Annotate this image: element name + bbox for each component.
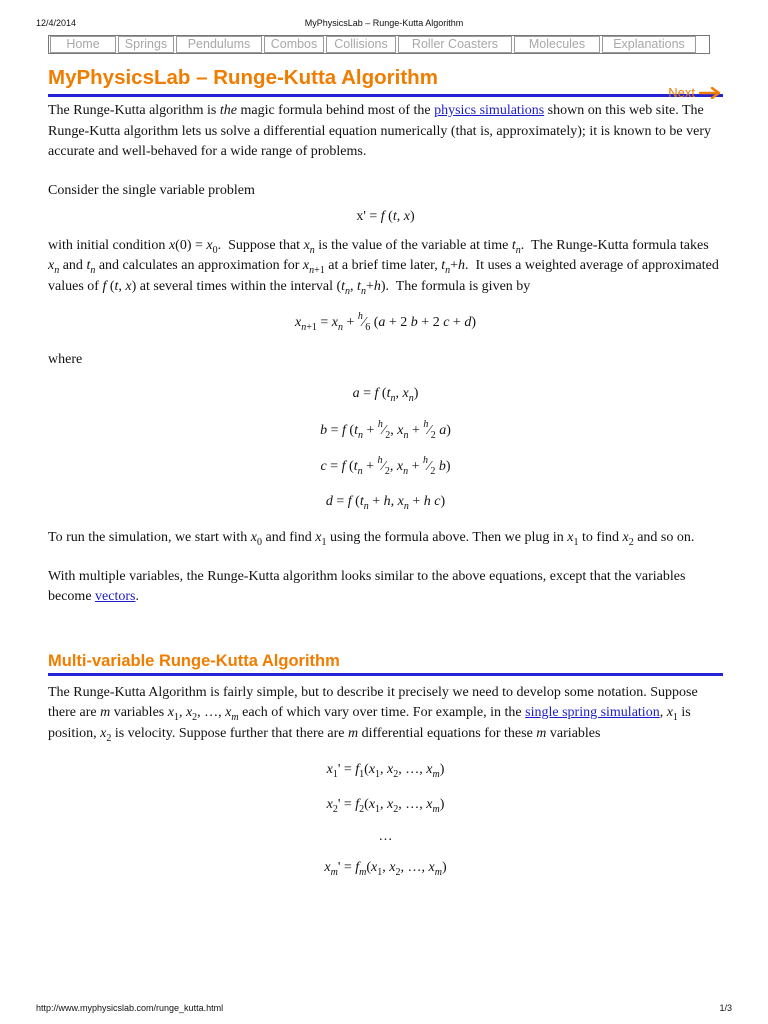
nav-molecules[interactable]: Molecules bbox=[514, 36, 600, 53]
nav-roller-coasters[interactable]: Roller Coasters bbox=[398, 36, 512, 53]
next-link[interactable] bbox=[668, 83, 721, 104]
equation-x2: $x_2' = f_2(x_1$, $x_2$, …, $x_m$) bbox=[326, 796, 445, 815]
equation-ode: x' = f (t, x) bbox=[356, 209, 415, 224]
equation-ellipsis: … bbox=[378, 829, 393, 844]
print-title: MyPhysicsLab – Runge-Kutta Algorithm bbox=[304, 18, 464, 28]
print-page-number: 1/3 bbox=[719, 1003, 732, 1013]
intro-paragraph: The Runge-Kutta algorithm is the magic formula behind most of the physics simulations shown on this web site. The Runge-Kutta algorithm lets us solve a differential equation numerically (that is, approximately); it is known to be very accurate and well-behaved for a wide range of problems. bbox=[48, 103, 712, 159]
where-label: where bbox=[48, 351, 83, 367]
multi-variable-paragraph: With multiple variables, the Runge-Kutta algorithm looks similar to the above equations, except that the variables become vectors. bbox=[48, 568, 686, 604]
equation-a: a = f ($t_n$, $x_n$) bbox=[352, 386, 419, 404]
print-url: http://www.myphysicslab.com/runge_kutta.html bbox=[36, 1003, 224, 1013]
nav-pendulums[interactable]: Pendulums bbox=[176, 36, 262, 53]
arrow-right-icon bbox=[699, 87, 721, 99]
section-title-multivariable: Multi-variable Runge-Kutta Algorithm bbox=[48, 650, 723, 676]
print-date: 12/4/2014 bbox=[36, 18, 77, 28]
nav-collisions[interactable]: Collisions bbox=[326, 36, 396, 53]
nav-springs[interactable]: Springs bbox=[118, 36, 174, 53]
equation-x1: $x_1' = f_1(x_1$, $x_2$, …, $x_m$) bbox=[326, 762, 445, 780]
nav-combos[interactable]: Combos bbox=[264, 36, 324, 53]
article bbox=[48, 64, 723, 878]
equation-xm: $x_m' = f_m(x_1$, $x_2$, …, $x_m$) bbox=[324, 859, 447, 878]
consider-paragraph: Consider the single variable problem bbox=[48, 182, 255, 198]
site-nav bbox=[48, 35, 710, 54]
nav-explanations[interactable]: Explanations bbox=[602, 36, 696, 53]
equation-rk-step: $x_{n+1} = x_n$ + $^h⁄_6$ (a + 2 b + 2 c + d) bbox=[294, 311, 476, 333]
run-paragraph: To run the simulation, we start with $x_0$ and find $x_1$ using the formula above. Then we plug in $x_1$ to find $x_2$ and so on. bbox=[48, 530, 695, 548]
vectors-link[interactable]: vectors bbox=[95, 589, 136, 604]
next-label: Next bbox=[668, 85, 695, 100]
initial-condition-paragraph: with initial condition $x(0) = x_0$. Suppose that $x_n$ is the value of the variable at time $t_n$. The Runge-Kutta formula takes $x_n$ and $t_n$ and calculates an approximation for $x_{n+1}$ at a brief time later, $t_n+h$. It uses a weighted average of approximated values of f (t, x) at several times within the interval ($t_n$, $t_n+h$). The formula is given by bbox=[48, 237, 719, 297]
equation-d: d = f ($t_n + h$, $x_n + h$ c) bbox=[325, 493, 446, 512]
physics-simulations-link[interactable]: physics simulations bbox=[434, 103, 545, 118]
equation-b: b = f ($t_n$ + $^h⁄_2$, $x_n$ + $^h⁄_2$ a) bbox=[320, 418, 451, 441]
nav-home[interactable]: Home bbox=[50, 36, 116, 53]
equation-c: c = f ($t_n$ + $^h⁄_2$, $x_n$ + $^h⁄_2$ b) bbox=[320, 455, 451, 477]
single-spring-link[interactable]: single spring simulation bbox=[525, 705, 660, 720]
page-title: MyPhysicsLab – Runge-Kutta Algorithm bbox=[48, 64, 723, 97]
notation-paragraph: The Runge-Kutta Algorithm is fairly simple, but to describe it precisely we need to develop some notation. Suppose there are m variables $x_1$, $x_2$, …, $x_m$ each of which vary over time. For example, in the single spring simulation, $x_1$ is position, $x_2$ is velocity. Suppose further that there are m differential equations for these m variables bbox=[48, 684, 698, 744]
